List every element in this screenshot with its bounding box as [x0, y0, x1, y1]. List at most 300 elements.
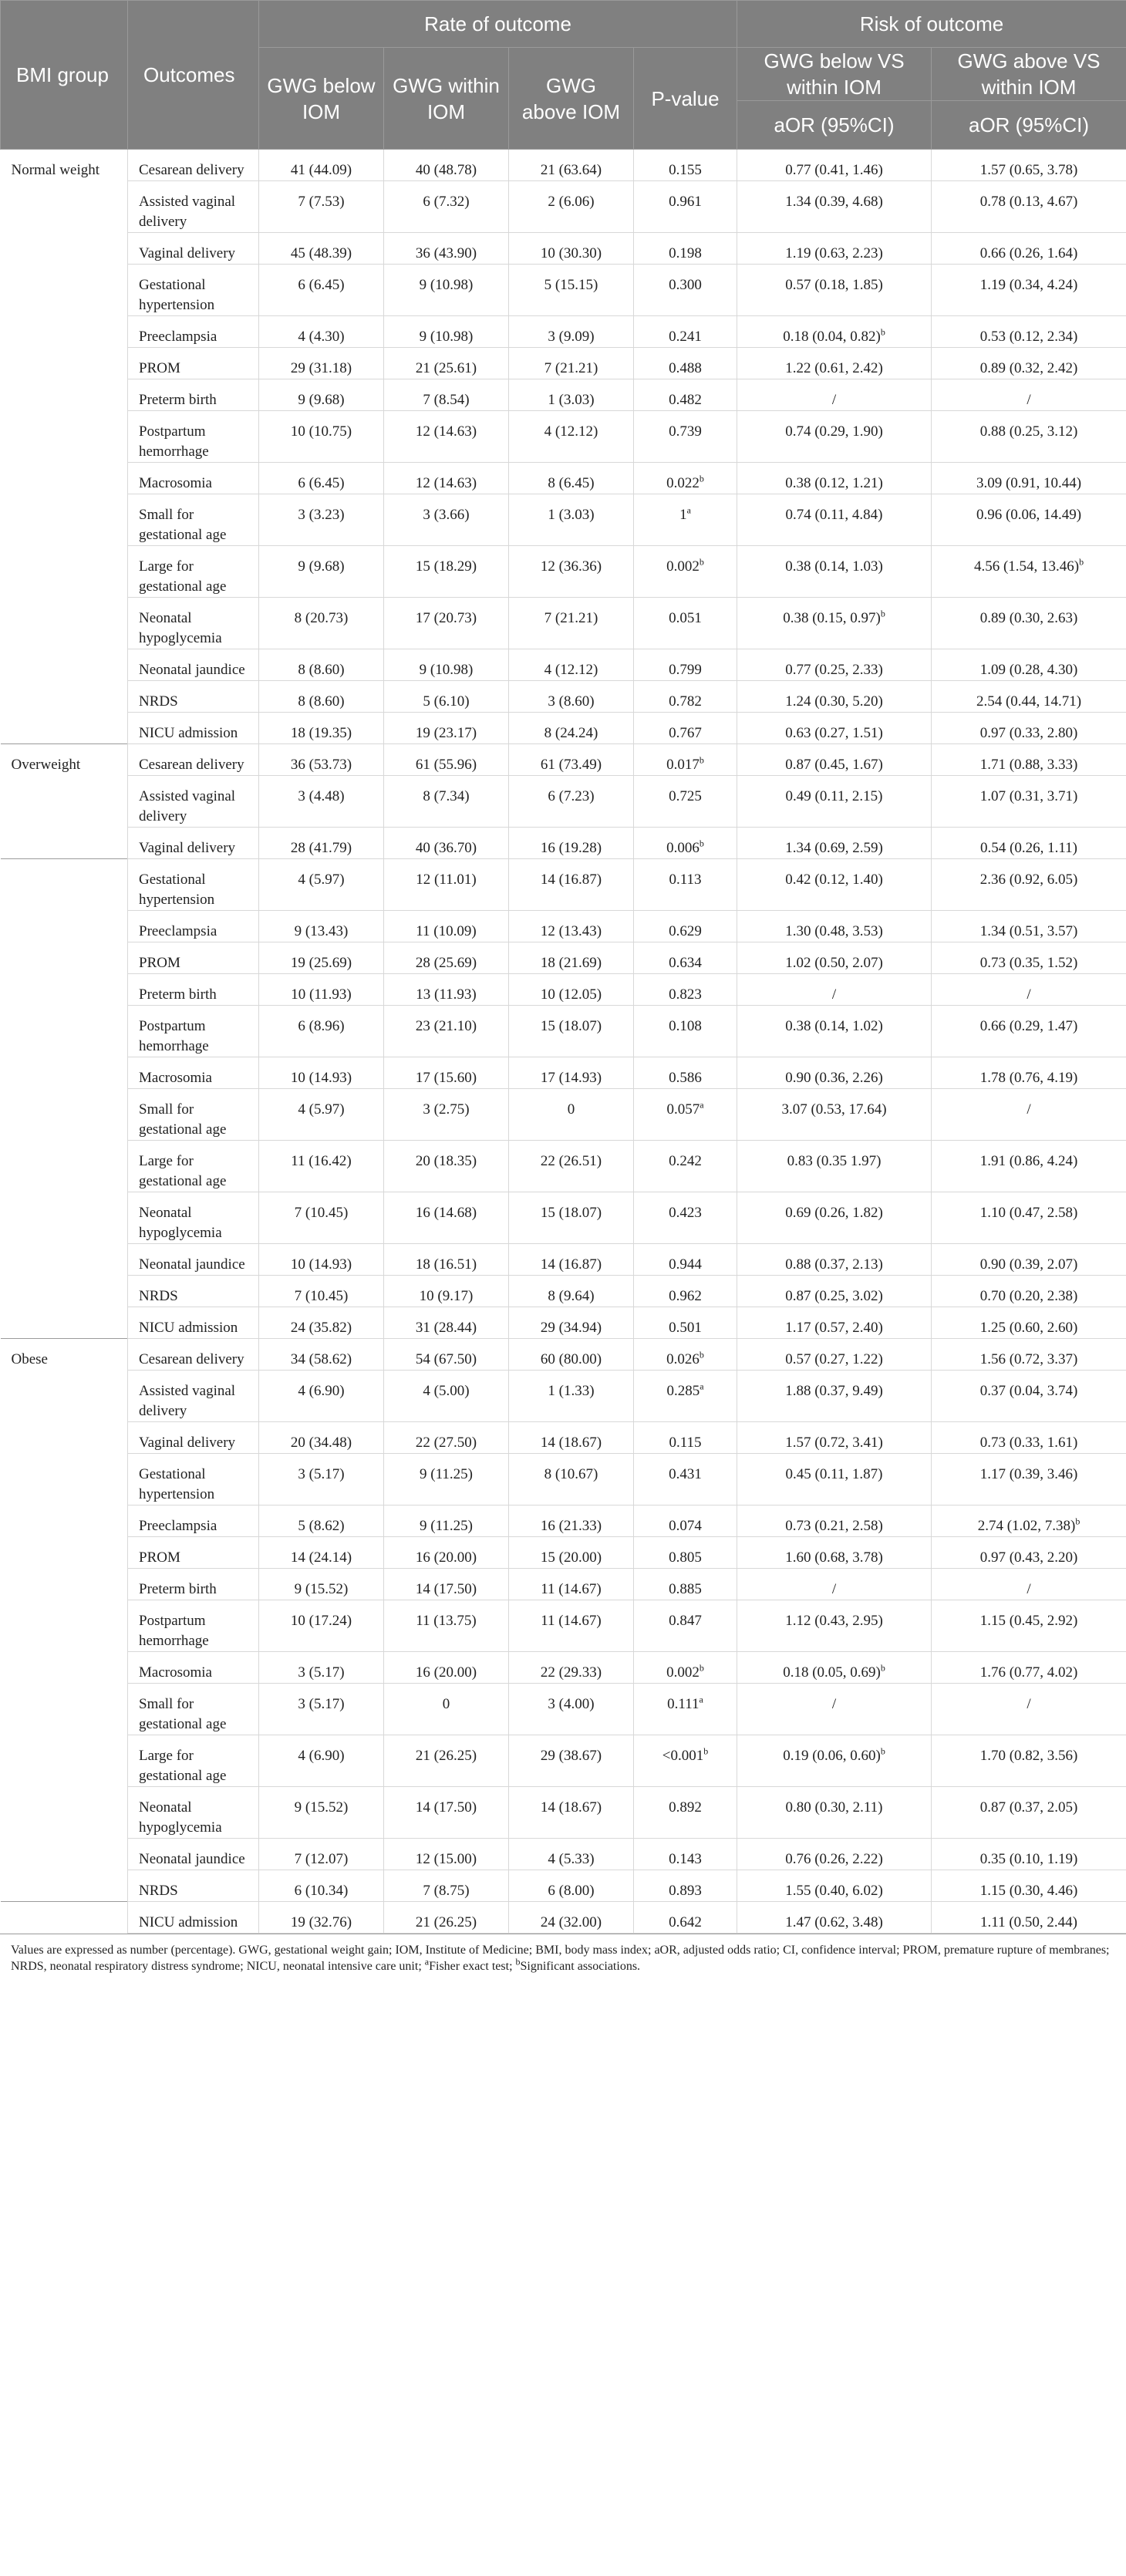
header-p-value: P-value — [634, 48, 737, 150]
cell-aor-above: 2.54 (0.44, 14.71) — [932, 681, 1126, 713]
outcome-label: Cesarean delivery — [128, 744, 259, 776]
table-row — [1, 859, 1126, 911]
cell-gwg-above: 16 (21.33) — [509, 1505, 634, 1537]
footnote-mark: b — [880, 326, 885, 338]
footnote: Values are expressed as number (percentage). GWG, gestational weight gain; IOM, Institute of Medicine; BMI, body mass index; aOR, adjusted odds ratio; CI, confidence interval; PROM, premature rupture of membranes; NRDS, neonatal respiratory distress syndrome; NICU, neonatal intensive care unit; $^a$Fisher exact test; $^b$Significant associations. — [0, 1934, 1126, 1974]
cell-aor-above: 1.11 (0.50, 2.44) — [932, 1902, 1126, 1934]
cell-gwg-within: 14 (17.50) — [384, 1569, 509, 1600]
cell-p-value: 0.051 — [634, 598, 737, 649]
table-row — [1, 150, 1126, 181]
outcome-label: Cesarean delivery — [128, 1339, 259, 1371]
cell-gwg-below: 24 (35.82) — [259, 1307, 384, 1339]
table-row — [1, 181, 1126, 233]
cell-aor-above: 0.89 (0.30, 2.63) — [932, 598, 1126, 649]
cell-gwg-below: 3 (5.17) — [259, 1454, 384, 1505]
cell-gwg-above: 11 (14.67) — [509, 1600, 634, 1652]
footnote-mark: a — [686, 504, 691, 516]
cell-aor-above: 0.70 (0.20, 2.38) — [932, 1276, 1126, 1307]
cell-gwg-below: 6 (8.96) — [259, 1006, 384, 1057]
outcome-label: Large for gestational age — [128, 1735, 259, 1787]
footnote-mark: b — [1075, 1516, 1080, 1527]
outcome-label: Gestational hypertension — [128, 859, 259, 911]
cell-p-value: 0.739 — [634, 411, 737, 463]
cell-aor-below: 1.12 (0.43, 2.95) — [737, 1600, 932, 1652]
header-risk-above: GWG above VS within IOM — [932, 48, 1126, 101]
cell-gwg-within: 5 (6.10) — [384, 681, 509, 713]
cell-p-value: 0.002$^b$ — [634, 1652, 737, 1684]
cell-p-value: 0.847 — [634, 1600, 737, 1652]
cell-gwg-within: 21 (26.25) — [384, 1735, 509, 1787]
cell-gwg-below: 8 (20.73) — [259, 598, 384, 649]
cell-gwg-below: 9 (13.43) — [259, 911, 384, 942]
cell-aor-below: 0.77 (0.41, 1.46) — [737, 150, 932, 181]
cell-gwg-within: 9 (10.98) — [384, 316, 509, 348]
cell-gwg-below: 41 (44.09) — [259, 150, 384, 181]
table-row — [1, 1307, 1126, 1339]
cell-gwg-below: 29 (31.18) — [259, 348, 384, 379]
outcome-label: Gestational hypertension — [128, 1454, 259, 1505]
table-row — [1, 974, 1126, 1006]
outcome-label: Macrosomia — [128, 1652, 259, 1684]
cell-aor-below: 0.83 (0.35 1.97) — [737, 1141, 932, 1192]
cell-gwg-within: 7 (8.54) — [384, 379, 509, 411]
table-row — [1, 1735, 1126, 1787]
outcome-label: NICU admission — [128, 1902, 259, 1934]
cell-aor-above: / — [932, 974, 1126, 1006]
table-row — [1, 828, 1126, 859]
cell-p-value: 0.488 — [634, 348, 737, 379]
cell-gwg-below: 4 (6.90) — [259, 1735, 384, 1787]
cell-gwg-below: 4 (4.30) — [259, 316, 384, 348]
table-row — [1, 379, 1126, 411]
cell-gwg-below: 3 (3.23) — [259, 494, 384, 546]
cell-gwg-within: 20 (18.35) — [384, 1141, 509, 1192]
cell-gwg-within: 16 (20.00) — [384, 1537, 509, 1569]
outcome-label: Preterm birth — [128, 379, 259, 411]
cell-aor-below: 0.88 (0.37, 2.13) — [737, 1244, 932, 1276]
cell-p-value: 0.629 — [634, 911, 737, 942]
cell-aor-above: 0.89 (0.32, 2.42) — [932, 348, 1126, 379]
cell-p-value: 0.501 — [634, 1307, 737, 1339]
footnote-mark: b — [703, 1745, 709, 1757]
cell-gwg-above: 7 (21.21) — [509, 348, 634, 379]
outcome-label: Preeclampsia — [128, 316, 259, 348]
table-row — [1, 1600, 1126, 1652]
cell-aor-below: 0.57 (0.27, 1.22) — [737, 1339, 932, 1371]
cell-gwg-within: 11 (13.75) — [384, 1600, 509, 1652]
cell-aor-above: 1.09 (0.28, 4.30) — [932, 649, 1126, 681]
outcome-label: Vaginal delivery — [128, 1422, 259, 1454]
outcome-label: Neonatal hypoglycemia — [128, 1787, 259, 1839]
footnote-mark: b — [880, 1662, 885, 1674]
cell-gwg-within: 17 (20.73) — [384, 598, 509, 649]
table-row — [1, 1870, 1126, 1902]
cell-aor-below: 3.07 (0.53, 17.64) — [737, 1089, 932, 1141]
cell-gwg-above: 4 (5.33) — [509, 1839, 634, 1870]
cell-gwg-within: 36 (43.90) — [384, 233, 509, 265]
cell-gwg-above: 1 (3.03) — [509, 379, 634, 411]
cell-gwg-below: 6 (10.34) — [259, 1870, 384, 1902]
cell-p-value: 0.725 — [634, 776, 737, 828]
footnote-mark: b — [699, 473, 704, 484]
footnote-mark: b — [699, 838, 704, 849]
cell-p-value: 0.642 — [634, 1902, 737, 1934]
cell-p-value: 1$^a$ — [634, 494, 737, 546]
cell-p-value: 0.799 — [634, 649, 737, 681]
cell-aor-above: 0.90 (0.39, 2.07) — [932, 1244, 1126, 1276]
table-row — [1, 1244, 1126, 1276]
cell-aor-above: 2.36 (0.92, 6.05) — [932, 859, 1126, 911]
cell-gwg-within: 11 (10.09) — [384, 911, 509, 942]
cell-aor-below: 1.34 (0.39, 4.68) — [737, 181, 932, 233]
cell-gwg-above: 22 (26.51) — [509, 1141, 634, 1192]
cell-p-value: 0.115 — [634, 1422, 737, 1454]
cell-p-value: 0.634 — [634, 942, 737, 974]
outcome-label: Assisted vaginal delivery — [128, 1371, 259, 1422]
bmi-group-label: Normal weight — [1, 150, 128, 744]
cell-aor-below: 0.76 (0.26, 2.22) — [737, 1839, 932, 1870]
cell-gwg-above: 12 (13.43) — [509, 911, 634, 942]
cell-gwg-below: 3 (4.48) — [259, 776, 384, 828]
cell-p-value: 0.241 — [634, 316, 737, 348]
table-row — [1, 1787, 1126, 1839]
cell-aor-above: 1.56 (0.72, 3.37) — [932, 1339, 1126, 1371]
cell-aor-below: 1.02 (0.50, 2.07) — [737, 942, 932, 974]
outcome-label: PROM — [128, 1537, 259, 1569]
cell-aor-below: 1.22 (0.61, 2.42) — [737, 348, 932, 379]
cell-gwg-above: 8 (10.67) — [509, 1454, 634, 1505]
cell-aor-above: 0.37 (0.04, 3.74) — [932, 1371, 1126, 1422]
cell-gwg-within: 12 (14.63) — [384, 411, 509, 463]
cell-aor-below: / — [737, 1569, 932, 1600]
table-row — [1, 1902, 1126, 1934]
outcome-label: Preeclampsia — [128, 911, 259, 942]
outcome-label: Gestational hypertension — [128, 265, 259, 316]
cell-aor-below: 0.87 (0.45, 1.67) — [737, 744, 932, 776]
cell-gwg-below: 9 (15.52) — [259, 1787, 384, 1839]
outcome-label: PROM — [128, 942, 259, 974]
cell-aor-above: 0.97 (0.43, 2.20) — [932, 1537, 1126, 1569]
cell-gwg-below: 4 (6.90) — [259, 1371, 384, 1422]
table-row — [1, 316, 1126, 348]
cell-gwg-above: 14 (18.67) — [509, 1787, 634, 1839]
cell-gwg-within: 18 (16.51) — [384, 1244, 509, 1276]
table-row — [1, 1422, 1126, 1454]
cell-gwg-below: 10 (14.93) — [259, 1057, 384, 1089]
cell-aor-below: 0.38 (0.12, 1.21) — [737, 463, 932, 494]
cell-gwg-within: 8 (7.34) — [384, 776, 509, 828]
cell-gwg-below: 45 (48.39) — [259, 233, 384, 265]
cell-gwg-below: 10 (11.93) — [259, 974, 384, 1006]
cell-gwg-within: 14 (17.50) — [384, 1787, 509, 1839]
cell-gwg-below: 10 (10.75) — [259, 411, 384, 463]
cell-p-value: 0.962 — [634, 1276, 737, 1307]
table-row — [1, 1454, 1126, 1505]
cell-aor-below: 0.90 (0.36, 2.26) — [737, 1057, 932, 1089]
table-row — [1, 1569, 1126, 1600]
outcome-label: Vaginal delivery — [128, 828, 259, 859]
cell-gwg-below: 9 (15.52) — [259, 1569, 384, 1600]
cell-p-value: 0.017$^b$ — [634, 744, 737, 776]
cell-aor-above: 0.54 (0.26, 1.11) — [932, 828, 1126, 859]
cell-gwg-above: 6 (8.00) — [509, 1870, 634, 1902]
table-row — [1, 649, 1126, 681]
outcome-label: Preeclampsia — [128, 1505, 259, 1537]
outcome-label: NRDS — [128, 1870, 259, 1902]
outcome-label: NRDS — [128, 1276, 259, 1307]
table-row — [1, 546, 1126, 598]
table-row — [1, 494, 1126, 546]
cell-aor-below: 1.19 (0.63, 2.23) — [737, 233, 932, 265]
cell-p-value: 0.586 — [634, 1057, 737, 1089]
cell-aor-above: 1.78 (0.76, 4.19) — [932, 1057, 1126, 1089]
cell-gwg-within: 21 (26.25) — [384, 1902, 509, 1934]
cell-aor-below: 0.38 (0.15, 0.97)$^b$ — [737, 598, 932, 649]
cell-gwg-above: 12 (36.36) — [509, 546, 634, 598]
outcome-label: Neonatal jaundice — [128, 649, 259, 681]
cell-gwg-above: 15 (18.07) — [509, 1006, 634, 1057]
cell-aor-below: 0.73 (0.21, 2.58) — [737, 1505, 932, 1537]
cell-gwg-within: 40 (36.70) — [384, 828, 509, 859]
cell-gwg-within: 54 (67.50) — [384, 1339, 509, 1371]
footnote-mark: b — [1079, 556, 1084, 568]
cell-gwg-within: 16 (20.00) — [384, 1652, 509, 1684]
table-row — [1, 1089, 1126, 1141]
cell-p-value: 0.143 — [634, 1839, 737, 1870]
cell-gwg-above: 8 (24.24) — [509, 713, 634, 744]
cell-aor-below: 0.18 (0.05, 0.69)$^b$ — [737, 1652, 932, 1684]
table-row — [1, 744, 1126, 776]
table-body — [1, 150, 1126, 1934]
cell-gwg-above: 4 (12.12) — [509, 411, 634, 463]
cell-gwg-within: 16 (14.68) — [384, 1192, 509, 1244]
table-row — [1, 1839, 1126, 1870]
cell-aor-below: 0.38 (0.14, 1.03) — [737, 546, 932, 598]
cell-gwg-within: 31 (28.44) — [384, 1307, 509, 1339]
outcome-label: Large for gestational age — [128, 1141, 259, 1192]
cell-gwg-above: 7 (21.21) — [509, 598, 634, 649]
cell-gwg-above: 6 (7.23) — [509, 776, 634, 828]
cell-p-value: 0.108 — [634, 1006, 737, 1057]
cell-aor-above: 0.73 (0.35, 1.52) — [932, 942, 1126, 974]
table-row — [1, 233, 1126, 265]
outcome-label: NRDS — [128, 681, 259, 713]
outcome-label: NICU admission — [128, 713, 259, 744]
cell-aor-above: 1.34 (0.51, 3.57) — [932, 911, 1126, 942]
cell-p-value: 0.285$^a$ — [634, 1371, 737, 1422]
bmi-group-label — [1, 859, 128, 1339]
cell-gwg-within: 19 (23.17) — [384, 713, 509, 744]
cell-gwg-below: 11 (16.42) — [259, 1141, 384, 1192]
cell-gwg-above: 16 (19.28) — [509, 828, 634, 859]
cell-aor-below: 1.30 (0.48, 3.53) — [737, 911, 932, 942]
cell-gwg-within: 7 (8.75) — [384, 1870, 509, 1902]
table-row — [1, 713, 1126, 744]
cell-aor-above: 0.53 (0.12, 2.34) — [932, 316, 1126, 348]
table-row — [1, 1057, 1126, 1089]
cell-p-value: 0.113 — [634, 859, 737, 911]
table-row — [1, 1537, 1126, 1569]
cell-aor-below: / — [737, 379, 932, 411]
cell-gwg-above: 3 (8.60) — [509, 681, 634, 713]
cell-gwg-below: 3 (5.17) — [259, 1684, 384, 1735]
cell-gwg-within: 12 (11.01) — [384, 859, 509, 911]
cell-gwg-within: 15 (18.29) — [384, 546, 509, 598]
cell-gwg-above: 8 (6.45) — [509, 463, 634, 494]
cell-gwg-above: 29 (34.94) — [509, 1307, 634, 1339]
cell-gwg-below: 34 (58.62) — [259, 1339, 384, 1371]
cell-p-value: 0.782 — [634, 681, 737, 713]
cell-gwg-within: 10 (9.17) — [384, 1276, 509, 1307]
cell-gwg-within: 3 (3.66) — [384, 494, 509, 546]
cell-gwg-within: 21 (25.61) — [384, 348, 509, 379]
cell-aor-above: 2.74 (1.02, 7.38)$^b$ — [932, 1505, 1126, 1537]
header-aor-above: aOR (95%CI) — [932, 101, 1126, 150]
cell-aor-below: 1.88 (0.37, 9.49) — [737, 1371, 932, 1422]
cell-gwg-above: 29 (38.67) — [509, 1735, 634, 1787]
cell-gwg-below: 10 (17.24) — [259, 1600, 384, 1652]
outcome-label: Cesarean delivery — [128, 150, 259, 181]
bmi-group-label — [1, 1902, 128, 1934]
cell-p-value: 0.767 — [634, 713, 737, 744]
footnote-mark: b — [880, 608, 885, 619]
cell-aor-below: 0.57 (0.18, 1.85) — [737, 265, 932, 316]
outcome-label: Neonatal hypoglycemia — [128, 1192, 259, 1244]
outcome-label: Neonatal jaundice — [128, 1839, 259, 1870]
cell-aor-above: 1.10 (0.47, 2.58) — [932, 1192, 1126, 1244]
cell-p-value: 0.002$^b$ — [634, 546, 737, 598]
cell-aor-above: 1.15 (0.30, 4.46) — [932, 1870, 1126, 1902]
cell-gwg-above: 17 (14.93) — [509, 1057, 634, 1089]
cell-gwg-above: 0 — [509, 1089, 634, 1141]
footnote-mark: b — [699, 556, 704, 568]
cell-gwg-within: 23 (21.10) — [384, 1006, 509, 1057]
cell-gwg-below: 6 (6.45) — [259, 463, 384, 494]
cell-p-value: 0.885 — [634, 1569, 737, 1600]
cell-aor-above: 0.35 (0.10, 1.19) — [932, 1839, 1126, 1870]
cell-gwg-above: 1 (1.33) — [509, 1371, 634, 1422]
cell-gwg-within: 3 (2.75) — [384, 1089, 509, 1141]
cell-aor-above: 0.97 (0.33, 2.80) — [932, 713, 1126, 744]
cell-gwg-within: 40 (48.78) — [384, 150, 509, 181]
outcome-label: PROM — [128, 348, 259, 379]
table-row — [1, 411, 1126, 463]
cell-gwg-below: 20 (34.48) — [259, 1422, 384, 1454]
table-row — [1, 265, 1126, 316]
outcome-label: Postpartum hemorrhage — [128, 1006, 259, 1057]
cell-p-value: 0.944 — [634, 1244, 737, 1276]
cell-p-value: 0.482 — [634, 379, 737, 411]
cell-aor-above: 1.17 (0.39, 3.46) — [932, 1454, 1126, 1505]
cell-gwg-within: 9 (10.98) — [384, 649, 509, 681]
cell-gwg-below: 9 (9.68) — [259, 546, 384, 598]
cell-aor-below: 0.69 (0.26, 1.82) — [737, 1192, 932, 1244]
cell-aor-below: / — [737, 974, 932, 1006]
cell-p-value: 0.961 — [634, 181, 737, 233]
cell-aor-below: 0.42 (0.12, 1.40) — [737, 859, 932, 911]
cell-p-value: 0.892 — [634, 1787, 737, 1839]
outcome-label: Macrosomia — [128, 1057, 259, 1089]
cell-aor-below: 0.63 (0.27, 1.51) — [737, 713, 932, 744]
header-rate-of-outcome: Rate of outcome — [259, 1, 737, 48]
outcome-label: Preterm birth — [128, 1569, 259, 1600]
cell-aor-above: / — [932, 1089, 1126, 1141]
cell-gwg-within: 6 (7.32) — [384, 181, 509, 233]
table-row — [1, 348, 1126, 379]
cell-gwg-within: 17 (15.60) — [384, 1057, 509, 1089]
table-row — [1, 942, 1126, 974]
cell-aor-above: 1.07 (0.31, 3.71) — [932, 776, 1126, 828]
cell-gwg-within: 4 (5.00) — [384, 1371, 509, 1422]
cell-gwg-below: 4 (5.97) — [259, 859, 384, 911]
cell-gwg-below: 36 (53.73) — [259, 744, 384, 776]
cell-p-value: 0.022$^b$ — [634, 463, 737, 494]
header-gwg-above: GWG above IOM — [509, 48, 634, 150]
footnote-mark: a — [700, 1099, 704, 1111]
cell-aor-below: 1.60 (0.68, 3.78) — [737, 1537, 932, 1569]
cell-gwg-below: 6 (6.45) — [259, 265, 384, 316]
cell-aor-above: 1.70 (0.82, 3.56) — [932, 1735, 1126, 1787]
outcome-label: Vaginal delivery — [128, 233, 259, 265]
cell-aor-above: / — [932, 1569, 1126, 1600]
cell-aor-below: 0.19 (0.06, 0.60)$^b$ — [737, 1735, 932, 1787]
footnote-mark: b — [699, 1349, 704, 1360]
cell-gwg-above: 14 (16.87) — [509, 859, 634, 911]
cell-aor-above: 0.87 (0.37, 2.05) — [932, 1787, 1126, 1839]
cell-aor-below: 0.45 (0.11, 1.87) — [737, 1454, 932, 1505]
cell-gwg-above: 10 (12.05) — [509, 974, 634, 1006]
cell-p-value: 0.198 — [634, 233, 737, 265]
cell-aor-below: / — [737, 1684, 932, 1735]
footnote-mark: b — [880, 1745, 885, 1757]
cell-aor-below: 1.24 (0.30, 5.20) — [737, 681, 932, 713]
cell-gwg-above: 1 (3.03) — [509, 494, 634, 546]
cell-aor-below: 0.49 (0.11, 2.15) — [737, 776, 932, 828]
cell-gwg-below: 7 (10.45) — [259, 1276, 384, 1307]
cell-gwg-below: 7 (12.07) — [259, 1839, 384, 1870]
table-row — [1, 1505, 1126, 1537]
cell-aor-below: 0.74 (0.11, 4.84) — [737, 494, 932, 546]
outcome-label: Neonatal jaundice — [128, 1244, 259, 1276]
cell-aor-below: 1.55 (0.40, 6.02) — [737, 1870, 932, 1902]
outcome-label: Small for gestational age — [128, 1089, 259, 1141]
cell-gwg-above: 2 (6.06) — [509, 181, 634, 233]
cell-p-value: 0.111$^a$ — [634, 1684, 737, 1735]
cell-p-value: 0.074 — [634, 1505, 737, 1537]
cell-gwg-below: 19 (25.69) — [259, 942, 384, 974]
cell-gwg-below: 3 (5.17) — [259, 1652, 384, 1684]
cell-gwg-within: 28 (25.69) — [384, 942, 509, 974]
cell-gwg-above: 4 (12.12) — [509, 649, 634, 681]
header-risk-below: GWG below VS within IOM — [737, 48, 932, 101]
header-bmi-group: BMI group — [1, 1, 128, 150]
outcome-label: NICU admission — [128, 1307, 259, 1339]
cell-aor-below: 0.77 (0.25, 2.33) — [737, 649, 932, 681]
cell-aor-above: 1.19 (0.34, 4.24) — [932, 265, 1126, 316]
table-row — [1, 1652, 1126, 1684]
footnote-mark: a — [700, 1381, 704, 1392]
cell-gwg-below: 10 (14.93) — [259, 1244, 384, 1276]
cell-aor-above: 0.88 (0.25, 3.12) — [932, 411, 1126, 463]
table-header — [1, 1, 1126, 150]
cell-aor-below: 0.80 (0.30, 2.11) — [737, 1787, 932, 1839]
cell-aor-below: 0.38 (0.14, 1.02) — [737, 1006, 932, 1057]
cell-gwg-above: 5 (15.15) — [509, 265, 634, 316]
cell-aor-above: 4.56 (1.54, 13.46)$^b$ — [932, 546, 1126, 598]
cell-aor-above: 1.76 (0.77, 4.02) — [932, 1652, 1126, 1684]
outcome-label: Assisted vaginal delivery — [128, 181, 259, 233]
cell-aor-below: 0.74 (0.29, 1.90) — [737, 411, 932, 463]
